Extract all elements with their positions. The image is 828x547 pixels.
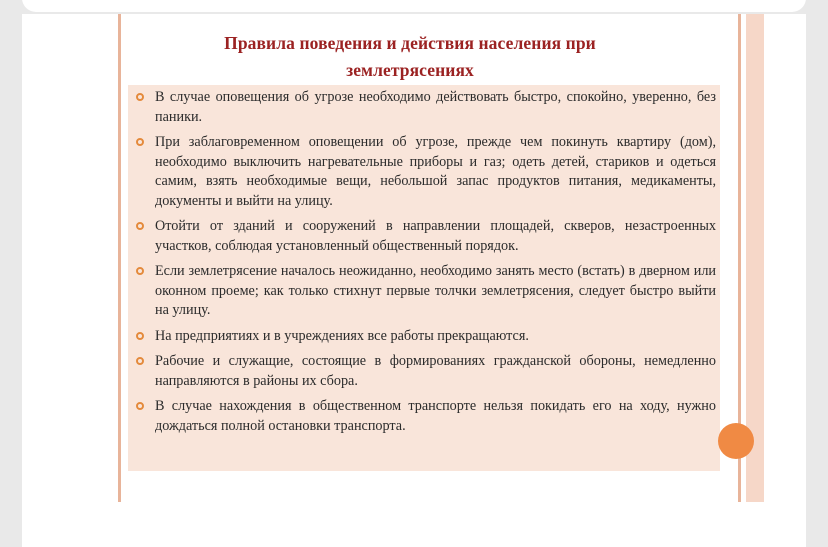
left-decor-line bbox=[118, 14, 121, 502]
bullet-circle-icon bbox=[136, 402, 144, 410]
slide-title-line-2: землетрясениях bbox=[346, 60, 474, 80]
list-item-text: При заблаговременном оповещении об угрозе, прежде чем покинуть квартиру (дом), необходимо выключить нагревательные приборы и газ; одеть детей, стариков и одеться самим, взять необходимые вещи, небольшой запас продуктов питания, медикаменты, документы и выйти на улицу. bbox=[155, 134, 716, 209]
list-item bbox=[136, 262, 716, 321]
bullet-circle-icon bbox=[136, 357, 144, 365]
list-item bbox=[136, 397, 716, 436]
slide-title-line-1: Правила поведения и действия населения при bbox=[224, 33, 596, 53]
list-item bbox=[136, 352, 716, 391]
top-card bbox=[22, 0, 806, 12]
list-item-text: В случае оповещения об угрозе необходимо действовать быстро, спокойно, уверенно, без паники. bbox=[155, 89, 716, 125]
list-item bbox=[136, 327, 716, 347]
bullet-circle-icon bbox=[136, 332, 144, 340]
accent-circle bbox=[718, 423, 754, 459]
bullet-circle-icon bbox=[136, 267, 144, 275]
bullet-circle-icon bbox=[136, 138, 144, 146]
list-item-text: Рабочие и служащие, состоящие в формированиях гражданской обороны, немедленно направляются в районы их сбора. bbox=[155, 353, 716, 389]
list-item bbox=[136, 217, 716, 256]
slide-title bbox=[150, 30, 670, 84]
list-item bbox=[136, 133, 716, 211]
list-item-text: На предприятиях и в учреждениях все работы прекращаются. bbox=[155, 327, 529, 344]
bullet-list bbox=[136, 88, 716, 442]
list-item-text: Отойти от зданий и сооружений в направлении площадей, скверов, незастроенных участков, соблюдая установленный общественный порядок. bbox=[155, 218, 716, 254]
list-item bbox=[136, 88, 716, 127]
bullet-circle-icon bbox=[136, 93, 144, 101]
list-item-text: В случае нахождения в общественном транспорте нельзя покидать его на ходу, нужно дождаться полной остановки транспорта. bbox=[155, 398, 716, 434]
bullet-circle-icon bbox=[136, 222, 144, 230]
list-item-text: Если землетрясение началось неожиданно, необходимо занять место (встать) в дверном или оконном проеме; как только стихнут первые толчки землетрясения, следует быстро выйти на улицу. bbox=[155, 263, 716, 318]
